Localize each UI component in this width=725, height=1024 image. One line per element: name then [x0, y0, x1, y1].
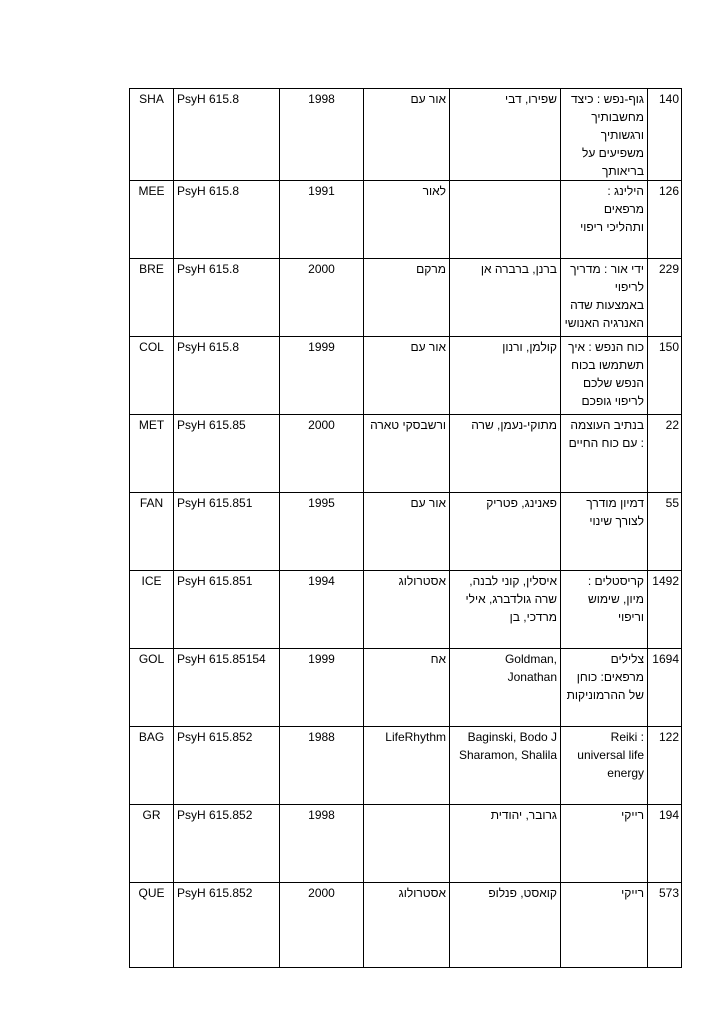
- title-cell: צלילים מרפאים: כוחן של ההרמוניקות: [561, 649, 648, 727]
- year-cell: 1999: [280, 337, 364, 415]
- publisher-cell: LifeRhythm: [364, 727, 450, 805]
- shelf-code-cell: ICE: [130, 571, 174, 649]
- record-number-cell: 229: [648, 259, 682, 337]
- title-cell: בנתיב העוצמה : עם כוח החיים: [561, 415, 648, 493]
- shelf-code-cell: QUE: [130, 883, 174, 968]
- shelf-code-cell: GOL: [130, 649, 174, 727]
- title-cell: כוח הנפש : איך תשתמשו בכוח הנפש שלכם לריפוי גופכם: [561, 337, 648, 415]
- title-cell: קריסטלים : מיון, שימוש וריפוי: [561, 571, 648, 649]
- call-number-cell: PsyH 615.8: [174, 181, 280, 259]
- table-row: [130, 493, 682, 571]
- title-cell: גוף-נפש : כיצד מחשבותיך ורגשותיך משפיעים על בריאותך: [561, 89, 648, 181]
- year-cell: 2000: [280, 883, 364, 968]
- call-number-cell: PsyH 615.852: [174, 727, 280, 805]
- shelf-code-cell: FAN: [130, 493, 174, 571]
- shelf-code-cell: BRE: [130, 259, 174, 337]
- call-number-cell: PsyH 615.852: [174, 805, 280, 883]
- author-cell: קואסט, פנלופ: [450, 883, 561, 968]
- table-row: [130, 883, 682, 968]
- shelf-code-cell: MET: [130, 415, 174, 493]
- record-number-cell: 194: [648, 805, 682, 883]
- publisher-cell: [364, 805, 450, 883]
- year-cell: 1994: [280, 571, 364, 649]
- author-cell: ברנן, ברברה אן: [450, 259, 561, 337]
- author-cell: שפירו, דבי: [450, 89, 561, 181]
- title-cell: ידי אור : מדריך לריפוי באמצעות שדה האנרגיה האנושי: [561, 259, 648, 337]
- author-cell: Goldman, Jonathan: [450, 649, 561, 727]
- table-row: [130, 571, 682, 649]
- shelf-code-cell: BAG: [130, 727, 174, 805]
- publisher-cell: מרקם: [364, 259, 450, 337]
- author-cell: מתוקי-נעמן, שרה: [450, 415, 561, 493]
- publisher-cell: אור עם: [364, 89, 450, 181]
- year-cell: 2000: [280, 415, 364, 493]
- title-cell: דמיון מודרך לצורך שינוי: [561, 493, 648, 571]
- call-number-cell: PsyH 615.8: [174, 89, 280, 181]
- author-cell: Baginski, Bodo J Sharamon, Shalila: [450, 727, 561, 805]
- call-number-cell: PsyH 615.85: [174, 415, 280, 493]
- record-number-cell: 1694: [648, 649, 682, 727]
- publisher-cell: לאור: [364, 181, 450, 259]
- call-number-cell: PsyH 615.851: [174, 571, 280, 649]
- publisher-cell: ורשבסקי טארה: [364, 415, 450, 493]
- title-cell: רייקי: [561, 883, 648, 968]
- title-cell: הילינג : מרפאים ותהליכי ריפוי: [561, 181, 648, 259]
- shelf-code-cell: COL: [130, 337, 174, 415]
- author-cell: איסלין, קוני לבנה, שרה גולדברג, אילי מרדכי, בן: [450, 571, 561, 649]
- author-cell: קולמן, ורנון: [450, 337, 561, 415]
- record-number-cell: 55: [648, 493, 682, 571]
- table-row: [130, 181, 682, 259]
- record-number-cell: 150: [648, 337, 682, 415]
- record-number-cell: 22: [648, 415, 682, 493]
- record-number-cell: 1492: [648, 571, 682, 649]
- title-cell: Reiki : universal life energy: [561, 727, 648, 805]
- table-row: [130, 649, 682, 727]
- call-number-cell: PsyH 615.851: [174, 493, 280, 571]
- publisher-cell: אח: [364, 649, 450, 727]
- call-number-cell: PsyH 615.8: [174, 337, 280, 415]
- publisher-cell: אסטרולוג: [364, 883, 450, 968]
- author-cell: גרובר, יהודית: [450, 805, 561, 883]
- year-cell: 1998: [280, 89, 364, 181]
- record-number-cell: 140: [648, 89, 682, 181]
- record-number-cell: 126: [648, 181, 682, 259]
- catalog-table: [129, 88, 682, 968]
- record-number-cell: 122: [648, 727, 682, 805]
- record-number-cell: 573: [648, 883, 682, 968]
- year-cell: 1988: [280, 727, 364, 805]
- year-cell: 1998: [280, 805, 364, 883]
- table-row: [130, 337, 682, 415]
- year-cell: 2000: [280, 259, 364, 337]
- title-cell: רייקי: [561, 805, 648, 883]
- publisher-cell: אסטרולוג: [364, 571, 450, 649]
- author-cell: פאנינג, פטריק: [450, 493, 561, 571]
- shelf-code-cell: SHA: [130, 89, 174, 181]
- table-row: [130, 805, 682, 883]
- call-number-cell: PsyH 615.85154: [174, 649, 280, 727]
- table-row: [130, 259, 682, 337]
- table-row: [130, 727, 682, 805]
- author-cell: [450, 181, 561, 259]
- catalog-body: [130, 89, 682, 968]
- year-cell: 1999: [280, 649, 364, 727]
- year-cell: 1995: [280, 493, 364, 571]
- publisher-cell: אור עם: [364, 337, 450, 415]
- table-row: [130, 89, 682, 181]
- year-cell: 1991: [280, 181, 364, 259]
- shelf-code-cell: GR: [130, 805, 174, 883]
- call-number-cell: PsyH 615.852: [174, 883, 280, 968]
- publisher-cell: אור עם: [364, 493, 450, 571]
- table-row: [130, 415, 682, 493]
- call-number-cell: PsyH 615.8: [174, 259, 280, 337]
- shelf-code-cell: MEE: [130, 181, 174, 259]
